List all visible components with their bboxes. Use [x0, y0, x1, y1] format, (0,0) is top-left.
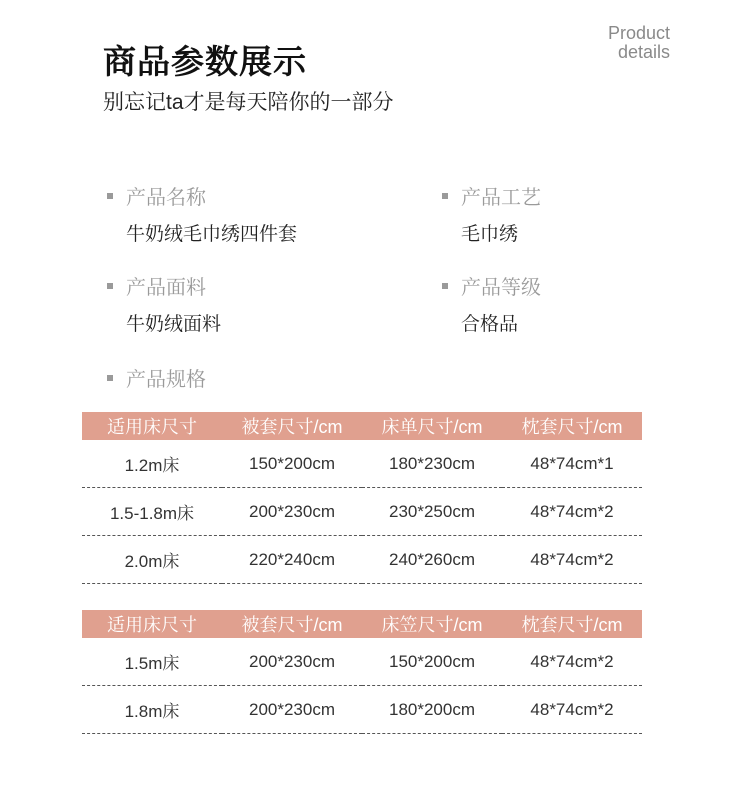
param-spec	[107, 363, 206, 392]
table-cell: 220*240cm	[222, 536, 362, 584]
param-label: 产品名称	[126, 187, 206, 209]
table-cell: 200*230cm	[222, 638, 362, 686]
param-product-name	[107, 181, 297, 246]
square-bullet-icon	[107, 283, 113, 289]
size-table-sheet	[82, 412, 642, 584]
table-cell: 2.0m床	[82, 536, 222, 584]
col-header-bed-size: 适用床尺寸	[82, 412, 222, 440]
param-label: 产品等级	[461, 277, 541, 299]
table-cell: 230*250cm	[362, 488, 502, 536]
table-cell: 200*230cm	[222, 488, 362, 536]
table-cell: 48*74cm*1	[502, 440, 642, 488]
param-label: 产品规格	[126, 369, 206, 391]
table-cell: 200*230cm	[222, 686, 362, 734]
table-cell: 1.8m床	[82, 686, 222, 734]
table-cell: 150*200cm	[362, 638, 502, 686]
col-header-fitted-sheet-size: 床笠尺寸/cm	[362, 610, 502, 638]
param-craft	[442, 181, 541, 246]
table-row	[82, 488, 642, 536]
table-cell: 180*230cm	[362, 440, 502, 488]
table-row	[82, 536, 642, 584]
square-bullet-icon	[107, 193, 113, 199]
table-cell: 48*74cm*2	[502, 638, 642, 686]
square-bullet-icon	[442, 193, 448, 199]
table-row	[82, 686, 642, 734]
english-tag-line1: Product	[607, 23, 670, 43]
table-cell: 48*74cm*2	[502, 536, 642, 584]
english-tag-line2: details	[617, 42, 670, 62]
table-cell: 180*200cm	[362, 686, 502, 734]
table-cell: 150*200cm	[222, 440, 362, 488]
param-grade	[442, 271, 541, 336]
col-header-pillowcase-size: 枕套尺寸/cm	[502, 412, 642, 440]
table-cell: 1.5-1.8m床	[82, 488, 222, 536]
square-bullet-icon	[107, 375, 113, 381]
col-header-duvet-size: 被套尺寸/cm	[222, 412, 362, 440]
square-bullet-icon	[442, 283, 448, 289]
col-header-duvet-size: 被套尺寸/cm	[222, 610, 362, 638]
col-header-bed-size: 适用床尺寸	[82, 610, 222, 638]
param-fabric	[107, 271, 221, 336]
size-table-fitted	[82, 610, 642, 734]
english-tag	[596, 24, 670, 62]
page-subtitle: 别忘记ta才是每天陪你的一部分	[103, 91, 394, 114]
table-cell: 240*260cm	[362, 536, 502, 584]
table-cell: 1.5m床	[82, 638, 222, 686]
table-cell: 48*74cm*2	[502, 488, 642, 536]
table-header-row	[82, 412, 642, 440]
table-cell: 48*74cm*2	[502, 686, 642, 734]
page-title: 商品参数展示	[103, 43, 307, 80]
table-row	[82, 440, 642, 488]
param-label: 产品工艺	[461, 187, 541, 209]
param-value: 毛巾绣	[461, 224, 519, 245]
table-cell: 1.2m床	[82, 440, 222, 488]
table-header-row	[82, 610, 642, 638]
param-label: 产品面料	[126, 277, 206, 299]
table-row	[82, 638, 642, 686]
param-value: 牛奶绒面料	[126, 314, 222, 335]
col-header-sheet-size: 床单尺寸/cm	[362, 412, 502, 440]
col-header-pillowcase-size: 枕套尺寸/cm	[502, 610, 642, 638]
param-value: 合格品	[461, 314, 519, 335]
param-value: 牛奶绒毛巾绣四件套	[126, 224, 298, 245]
